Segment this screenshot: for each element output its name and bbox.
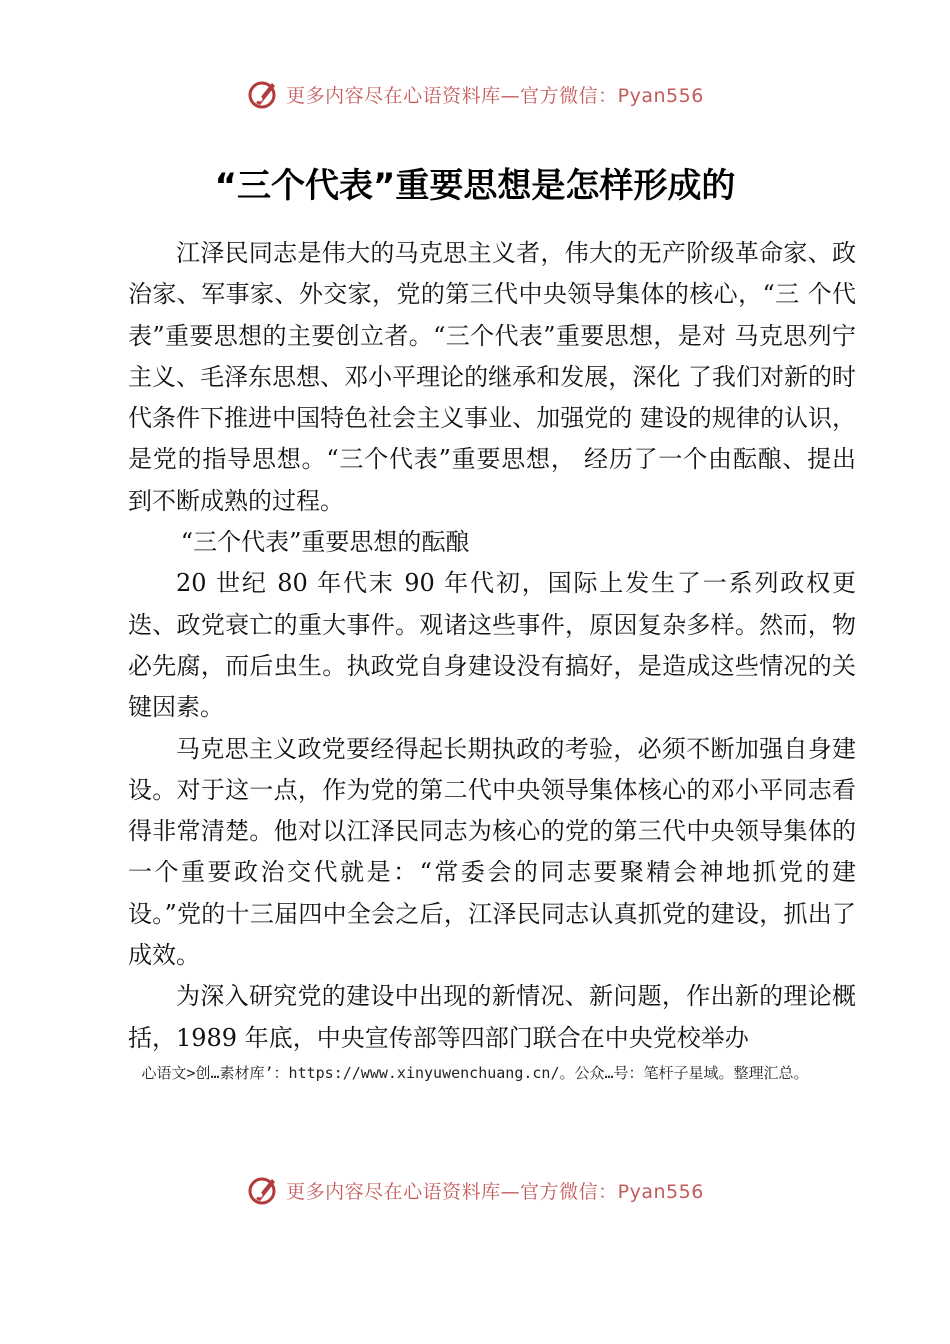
- document-title: “三个代表”重要思想是怎样形成的: [214, 166, 736, 206]
- footer-banner-text: 更多内容尽在心语资料库—官方微信：Pyan556: [286, 1180, 704, 1203]
- document-body: [128, 233, 856, 1059]
- pen-nib-circle-icon: [246, 77, 280, 111]
- paragraph: 为深入研究党的建设中出现的新情况、新问题，作出新的理论概括，1989 年底，中央宣传部等四部门联合在中央党校举办: [128, 982, 856, 1052]
- paragraph: 马克思主义政党要经得起长期执政的考验，必须不断加强自身建设。对于这一点，作为党的第二代中央领导集体核心的邓小平同志看得非常清楚。他对以江泽民同志为核心的党的第三代中央领导集体的一个重要政治交代就是：“常委会的同志要聚精会神地抓党的建设。”党的十三届四中全会之后，江泽民同志认真抓党的建设，抓出了成效。: [128, 734, 856, 970]
- paragraph: 20 世纪 80 年代末 90 年代初，国际上发生了一系列政权更迭、政党衰亡的重大事件。观诸这些事件，原因复杂多样。然而，物必先腐，而后虫生。执政党自身建设没有搞好，是造成这些情况的关键因素。: [128, 569, 856, 722]
- footer-banner: [0, 1170, 950, 1210]
- header-banner: [0, 74, 950, 114]
- source-footer-note: 心语文>创…素材库’：https://www.xinyuwenchuang.cn/。公众…号：笔杆子星域。整理汇总。: [141, 1064, 809, 1082]
- section-heading: “三个代表”重要思想的酝酿: [180, 528, 470, 557]
- paragraph-intro: 江泽民同志是伟大的马克思主义者，伟大的无产阶级革命家、政治家、军事家、外交家，党的第三代中央领导集体的核心，“三 个代表”重要思想的主要创立者。“三个代表”重要思想，是对 马克思列宁主义、毛泽东思想、邓小平理论的继承和发展，深化 了我们对新的时代条件下推进中国特色社会主义事业、加强党的 建设的规律的认识，是党的指导思想。“三个代表”重要思想， 经历了一个由酝酿、提出到不断成熟的过程。: [128, 239, 856, 515]
- header-banner-text: 更多内容尽在心语资料库—官方微信：Pyan556: [286, 84, 704, 107]
- pen-nib-circle-icon: [246, 1173, 280, 1207]
